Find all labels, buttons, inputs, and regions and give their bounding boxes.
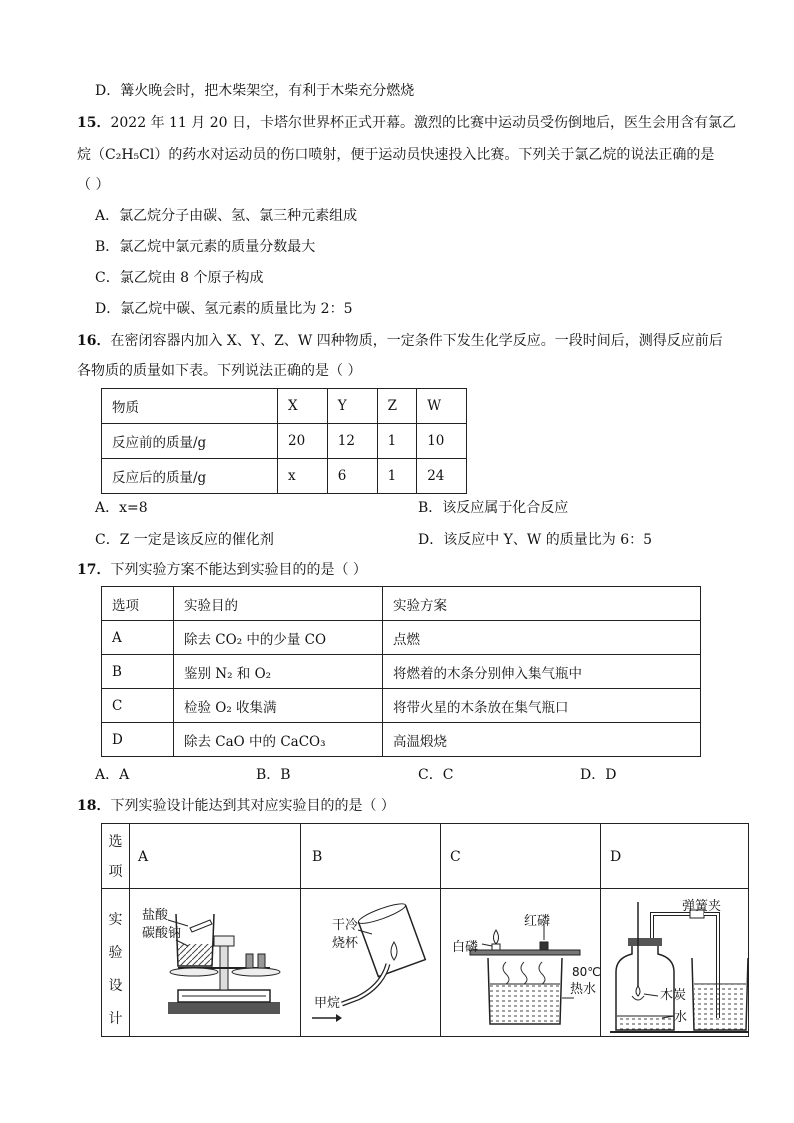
q15-option-d: D．氯乙烷中碳、氢元素的质量比为 2：5 <box>95 301 353 317</box>
table-row <box>102 424 467 459</box>
q17-option-a: A．A <box>95 767 130 783</box>
table-cell: 6 <box>327 459 377 494</box>
label-white-phosphorus: 白磷 <box>452 940 479 955</box>
table-cell: 10 <box>417 424 467 459</box>
label-hot-water: 热水 <box>570 982 597 997</box>
table-cell: B <box>102 655 174 689</box>
table-cell: 物质 <box>102 389 278 424</box>
table-cell: x <box>278 459 328 494</box>
label-char: 计 <box>108 1011 123 1027</box>
q15-number: 15． <box>77 115 111 131</box>
label-methane: 甲烷 <box>314 996 341 1011</box>
label-charcoal: 木炭 <box>660 988 687 1003</box>
q16-option-d: D．该反应中 Y、W 的质量比为 6：5 <box>418 532 653 548</box>
label-dry-cold: 干冷 <box>332 918 359 933</box>
q15-option-c: C．氯乙烷由 8 个原子构成 <box>95 270 264 286</box>
table-row <box>102 621 701 655</box>
q15-option-b: B．氯乙烷中氯元素的质量分数最大 <box>95 239 316 255</box>
table-cell: 24 <box>417 459 467 494</box>
label-spring-clip: 弹簧夹 <box>682 899 722 914</box>
label-char: 项 <box>108 864 123 880</box>
table-cell: 1 <box>377 424 417 459</box>
q16-option-a: A．x=8 <box>95 500 148 516</box>
q18-header-label <box>102 827 129 887</box>
table-cell: W <box>417 389 467 424</box>
q15-stem-line2: 烷（C₂H₅Cl）的药水对运动员的伤口喷射，便于运动员快速投入比赛。下列关于氯乙烷的说法正确的是 <box>77 147 715 163</box>
table-cell: 检验 O₂ 收集满 <box>174 689 383 723</box>
q16-stem-line2: 各物质的质量如下表。下列说法正确的是（ ） <box>77 363 362 379</box>
label-char: 实 <box>108 912 123 928</box>
table-cell: 除去 CO₂ 中的少量 CO <box>174 621 383 655</box>
table-cell: 点燃 <box>383 621 701 655</box>
q14-option-d: D．篝火晚会时，把木柴架空，有利于木柴充分燃烧 <box>95 83 415 99</box>
label-water: 水 <box>674 1010 688 1025</box>
q15-text: 2022 年 11 月 20 日，卡塔尔世界杯正式开幕。激烈的比赛中运动员受伤倒地后，医生会用含有氯乙 <box>110 115 736 131</box>
table-cell: 反应前的质量/g <box>102 424 278 459</box>
label-beaker: 烧杯 <box>332 936 359 951</box>
table-cell: 12 <box>327 424 377 459</box>
q18-col-d: D <box>610 849 622 865</box>
table-row <box>102 459 467 494</box>
label-char: 选 <box>108 834 123 850</box>
table-cell: 20 <box>278 424 328 459</box>
table-cell: C <box>102 689 174 723</box>
table-row <box>102 689 701 723</box>
q17-stem <box>77 560 367 580</box>
q18-design-label <box>102 904 129 1036</box>
q18-stem <box>77 796 395 816</box>
q16-option-c: C．Z 一定是该反应的催化剂 <box>95 532 274 548</box>
q15-stem-line3: （ ） <box>77 177 110 193</box>
q17-option-b: B．B <box>256 767 291 783</box>
q16-number: 16． <box>77 333 111 349</box>
q17-number: 17． <box>77 562 111 578</box>
table-cell: Y <box>327 389 377 424</box>
q16-option-b: B．该反应属于化合反应 <box>418 500 569 516</box>
q18-col-b: B <box>312 849 323 865</box>
label-red-phosphorus: 红磷 <box>524 914 551 929</box>
table-cell: 将燃着的木条分别伸入集气瓶中 <box>383 655 701 689</box>
q16-table <box>101 388 467 494</box>
table-cell: X <box>278 389 328 424</box>
table-cell: Z <box>377 389 417 424</box>
q18-text: 下列实验设计能达到其对应实验目的的是（ ） <box>110 798 395 814</box>
q18-number: 18． <box>77 798 111 814</box>
label-char: 设 <box>108 978 123 994</box>
table-cell: 鉴别 N₂ 和 O₂ <box>174 655 383 689</box>
label-hydrochloric-acid: 盐酸 <box>142 908 169 923</box>
table-cell: 将带火星的木条放在集气瓶口 <box>383 689 701 723</box>
table-cell: A <box>102 621 174 655</box>
q18-col-a: A <box>138 849 149 865</box>
table-cell: 实验目的 <box>174 587 383 621</box>
table-row <box>102 587 701 621</box>
table-row <box>102 655 701 689</box>
table-row <box>102 389 467 424</box>
table-cell: 选项 <box>102 587 174 621</box>
table-cell: D <box>102 723 174 757</box>
label-sodium-carbonate: 碳酸钠 <box>142 926 182 941</box>
q16-stem-line1 <box>77 331 723 351</box>
q16-text: 在密闭容器内加入 X、Y、Z、W 四种物质，一定条件下发生化学反应。一段时间后，测得反应前后 <box>110 333 723 349</box>
table-cell: 实验方案 <box>383 587 701 621</box>
q18-table <box>101 823 749 1037</box>
table-cell: 高温煅烧 <box>383 723 701 757</box>
q15-stem-line1 <box>77 113 736 133</box>
label-char: 验 <box>108 945 123 961</box>
table-cell: 除去 CaO 中的 CaCO₃ <box>174 723 383 757</box>
label-temperature: 80℃ <box>572 965 601 979</box>
table-cell: 反应后的质量/g <box>102 459 278 494</box>
q18-col-c: C <box>450 849 461 865</box>
q17-option-d: D．D <box>580 767 617 783</box>
q15-option-a: A．氯乙烷分子由碳、氢、氯三种元素组成 <box>95 208 358 224</box>
q17-option-c: C．C <box>418 767 454 783</box>
table-row <box>102 723 701 757</box>
table-cell: 1 <box>377 459 417 494</box>
q17-table <box>101 586 701 757</box>
q17-text: 下列实验方案不能达到实验目的的是（ ） <box>110 562 367 578</box>
